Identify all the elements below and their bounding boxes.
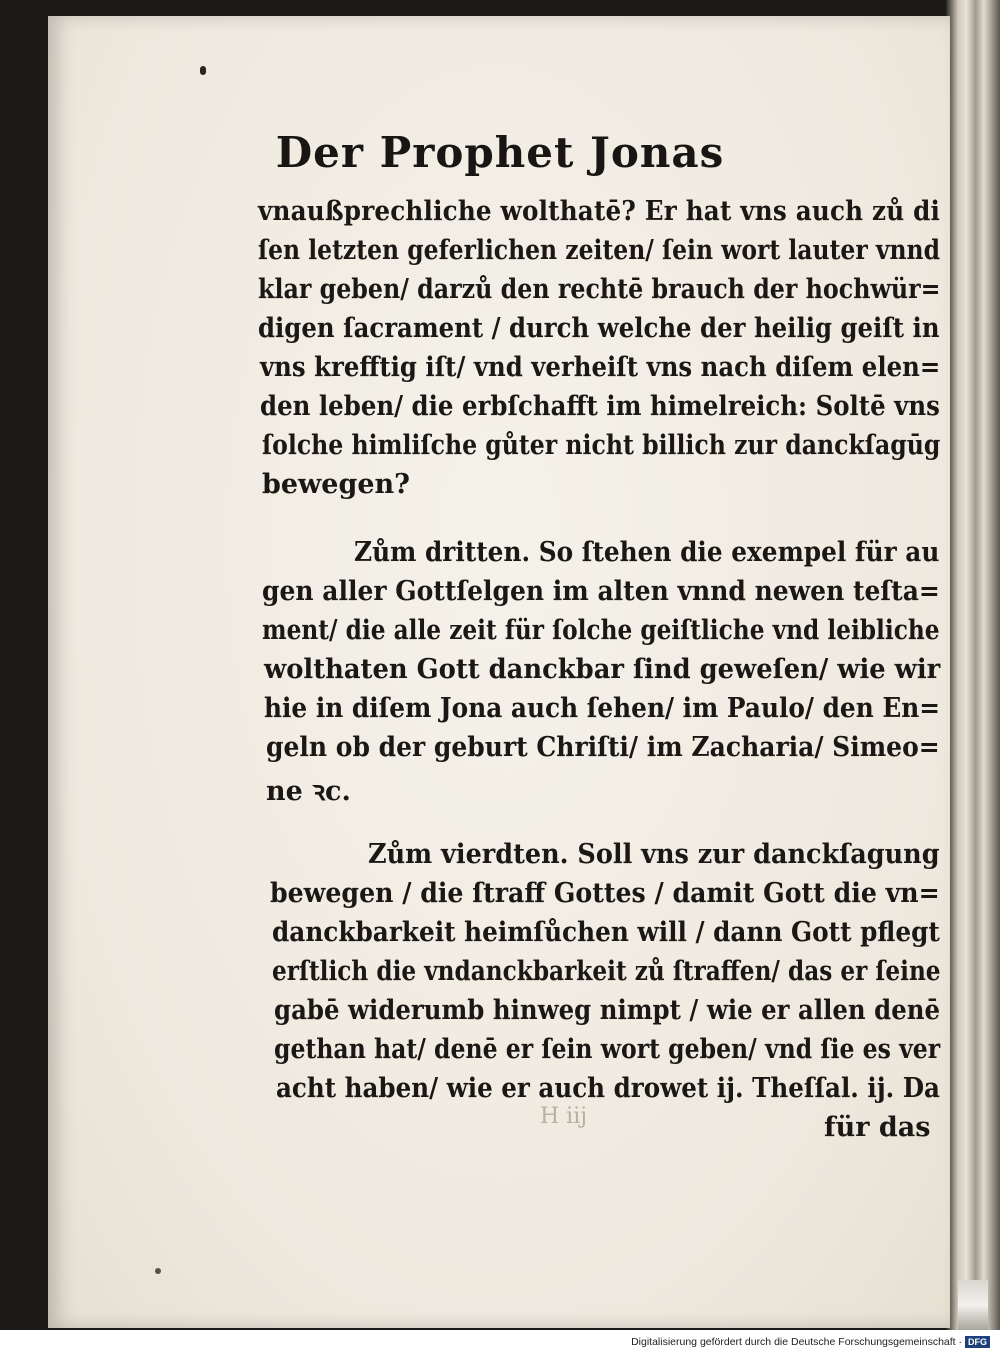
text-line: geln ob der geburt Chriſti/ im Zacharia/ Simeo= bbox=[266, 732, 940, 763]
signature-mark-showthrough: H iij bbox=[540, 1104, 588, 1129]
text-line: danckbarkeit heimſůchen will / dann Gott pflegt bbox=[272, 917, 940, 948]
text-line: acht haben/ wie er auch drowet ij. Theſſal. ij. Da bbox=[276, 1073, 940, 1104]
ink-speck bbox=[200, 66, 206, 75]
text-line: bewegen? bbox=[262, 469, 410, 500]
text-line: vnaußprechliche wolthatē? Er hat vns auch zů di bbox=[258, 196, 941, 227]
catchword: für das bbox=[824, 1112, 931, 1143]
text-line: Zům dritten. So ſtehen die exempel für au bbox=[354, 537, 940, 568]
ink-speck bbox=[155, 1268, 161, 1274]
text-line: gethan hat/ denē er ſein wort geben/ vnd ſie es ver bbox=[274, 1034, 941, 1065]
text-line: vns krefftig iſt/ vnd verheiſt vns nach diſem elen= bbox=[260, 352, 941, 383]
text-line: ne ꝛc. bbox=[266, 776, 351, 807]
text-line: gabē widerumb hinweg nimpt / wie er allen denē bbox=[274, 995, 941, 1026]
dfg-logo: DFG bbox=[965, 1336, 990, 1348]
text-line: ment/ die alle zeit für ſolche geiſtliche vnd leibliche bbox=[262, 615, 940, 646]
text-line: wolthaten Gott danckbar ſind geweſen/ wie wir bbox=[264, 654, 941, 685]
text-line: ſen letzten geferlichen zeiten/ ſein wort lauter vnnd bbox=[258, 235, 941, 266]
text-line: bewegen / die ſtraff Gottes / damit Gott die vn= bbox=[270, 878, 940, 909]
running-head: Der Prophet Jonas bbox=[275, 128, 725, 177]
text-line: erſtlich die vndanckbarkeit zů ſtraffen/ das er ſeine bbox=[272, 956, 941, 987]
text-line: digen ſacrament / durch welche der heilig geiſt in bbox=[258, 313, 940, 344]
text-line: hie in diſem Jona auch ſehen/ im Paulo/ den En= bbox=[264, 693, 941, 724]
text-line: gen aller Gottſelgen im alten vnnd newen teſta= bbox=[262, 576, 940, 607]
text-line: Zům vierdten. Soll vns zur danckſagung bbox=[368, 839, 940, 870]
text-line: den leben/ die erbſchafft im himelreich: Soltē vns bbox=[260, 391, 940, 422]
credit-text: Digitalisierung gefördert durch die Deutsche Forschungsgemeinschaft · bbox=[631, 1336, 962, 1348]
text-line: klar geben/ darzů den rechtē brauch der hochwür= bbox=[258, 274, 941, 305]
text-line: ſolche himliſche gůter nicht billich zur danckſagūg bbox=[262, 430, 941, 461]
digitization-credit bbox=[631, 1334, 990, 1350]
